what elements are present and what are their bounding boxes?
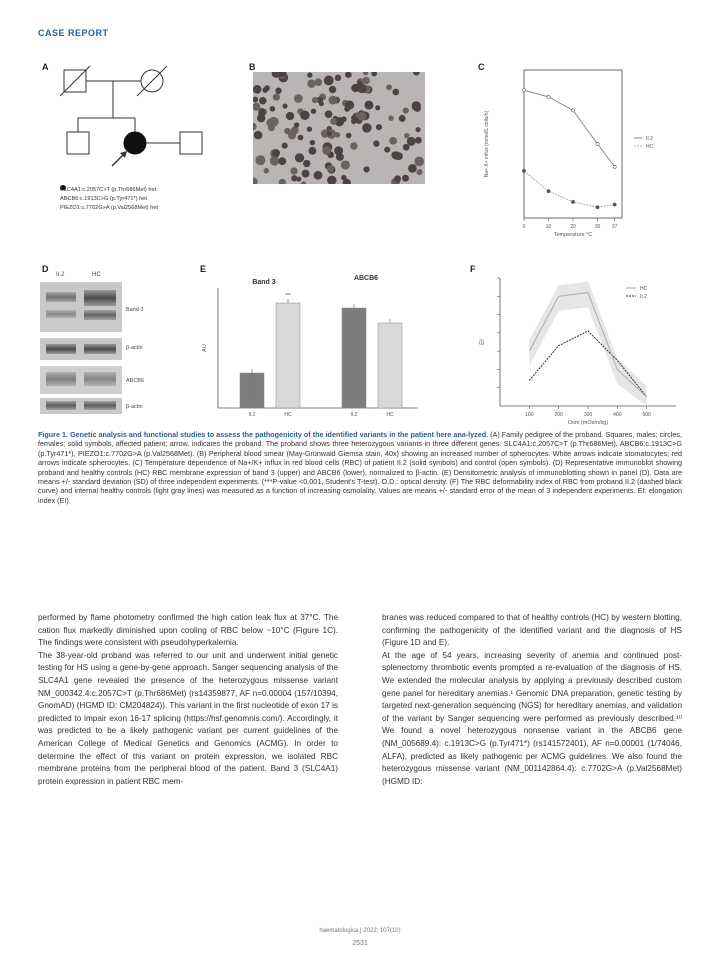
x-tick-label: 37: [611, 224, 618, 230]
category-label: II.2: [350, 412, 358, 418]
x-axis-label: Temperature °C: [553, 232, 593, 238]
blot-row-label: Band 3: [126, 307, 144, 313]
blot-row-label: ABCB6: [126, 378, 145, 384]
data-point: [547, 189, 550, 192]
rbc-cell: [300, 110, 310, 120]
body-paragraph: At the age of 54 years, increasing severity of anemia and continued post-splenectomy thrombotic events prompted a re-evaluation of the diagnosis of HS. We extended the molecular analysis by applying a previously described custom gene panel for hereditary anemias.¹ Genomic DNA preparation, genetic testing by targeted next-generation sequencing (NGS) for hereditary anemias, and validation of the variant by Sanger sequencing were performed as previously described.¹⁰ We found a novel heterozygous nonsense variant in the ABCB6 gene (NM_005689.4): c.1913C>G (p.Tyr471*) (rs141572401), AF n=0.00001 (1/74046, ALFA), predicted as likely pathogenic per ACMG guidelines. We also found the heterozygous missense variant (NM_001142864.4): c.7702G>A (p.Val2568Met) (HGMD ID:: [382, 650, 682, 786]
rbc-cell: [404, 133, 409, 138]
legend-entry-ii2: II.2: [640, 294, 647, 300]
group-title-abcb6: ABCB6: [353, 275, 379, 282]
rbc-cell: [388, 115, 393, 120]
rbc-cell: [314, 171, 323, 180]
rbc-cell: [302, 170, 310, 178]
blot-col-label: II.2: [56, 272, 65, 278]
panel-label-c: C: [478, 62, 485, 72]
rbc-cell: [386, 84, 392, 90]
blood-smear-image: [253, 72, 425, 184]
rbc-cell: [376, 124, 382, 130]
significance-label: ***: [285, 293, 291, 299]
rbc-cell: [392, 151, 400, 159]
rbc-cell: [266, 118, 275, 127]
rbc-cell: [264, 168, 269, 173]
bar-band3-hc: [276, 303, 300, 408]
panel-label-d: D: [42, 264, 49, 274]
body-paragraph: performed by flame photometry confirmed the high cation leak flux at 37°C. The cation flux markedly diminished upon cooling of RBC below ~10°C (Figure 1C). The findings were consistent with pseudohyperkalemia.: [38, 613, 338, 648]
rbc-cell: [336, 153, 344, 161]
rbc-cell: [254, 131, 263, 140]
rbc-cell: [311, 109, 316, 114]
blot-col-label: HC: [92, 272, 101, 278]
rbc-cell: [327, 131, 332, 136]
blot-band3-strip: [40, 282, 122, 332]
rbc-cell: [408, 164, 417, 173]
rbc-cell: [307, 80, 315, 88]
figure-caption: [38, 430, 682, 505]
x-tick-label: 30: [594, 224, 601, 230]
rbc-cell: [294, 122, 299, 127]
pedigree-proband: [124, 132, 146, 154]
x-tick-label: 100: [525, 412, 534, 418]
rbc-cell: [273, 93, 280, 100]
y-axis-label: EI: [480, 339, 486, 345]
data-point: [613, 165, 616, 168]
rbc-cell: [346, 133, 352, 139]
x-tick-label: 300: [583, 412, 593, 418]
variant-legend: [60, 186, 158, 213]
rbc-cell: [345, 101, 354, 110]
panel-label-a: A: [42, 62, 49, 72]
data-point: [571, 200, 574, 203]
data-point: [522, 169, 525, 172]
rbc-cell: [270, 106, 276, 112]
bar-abcb6-hc: [378, 323, 402, 408]
rbc-cell: [278, 157, 286, 165]
rbc-cell: [373, 140, 379, 146]
series-line-II.2: [524, 171, 615, 207]
western-blot-image: [40, 282, 122, 414]
rbc-cell: [375, 105, 380, 110]
bar-abcb6-ii2: [342, 308, 366, 408]
rbc-cell: [315, 78, 323, 86]
panel-label-f: F: [470, 264, 476, 274]
chart-temperature-influx: [476, 62, 686, 242]
rbc-cell: [364, 101, 373, 110]
rbc-cell: [335, 75, 341, 81]
rbc-cell: [403, 107, 409, 113]
rbc-cell: [290, 167, 297, 174]
rbc-cell: [327, 165, 334, 172]
rbc-cell: [412, 101, 421, 110]
rbc-cell: [394, 175, 401, 182]
rbc-cell: [341, 175, 346, 180]
pedigree-diagram: [40, 60, 240, 190]
rbc-cell: [294, 94, 303, 103]
variant-legend-item: PIEZO1:c.7702G>A (p.Val2568Met) het: [60, 205, 158, 211]
rbc-cell: [275, 88, 281, 94]
rbc-cell: [253, 85, 261, 94]
rbc-cell: [310, 140, 315, 145]
rbc-cell: [389, 137, 397, 145]
x-axis-label: Osm (mOsm/kg): [567, 420, 609, 426]
rbc-cell: [259, 97, 266, 104]
rbc-cell: [329, 86, 336, 93]
y-axis-label: AU: [202, 344, 208, 352]
body-paragraph: The 38-year-old proband was referred to our unit and underwent initial genetic testing for HS using a gene-by-gene approach. Sanger sequencing analysis of the SLC4A1 gene revealed the presence of the heterozygous missense variant NM_000342.4:c.2057C>T (p.Thr686Met) (rs14359877, AF n=0.00004 (157/10394, GnomAD) (HGMD ID: CM204824)). This variant in the first nucleotide of exon 17 is predicted to impair exon 16-17 splicing (https://hsf.genomnis.com/). Accordingly, it was predicted to be a likely pathogenic variant per current guidelines of the American College of Medical Genetics and Genomics (ACMG). In order to determine the effect of this variant on protein expression, we isolated RBC membrane proteins from the peripheral blood of the patient. Band 3 (SLC4A1) protein expression in patient RBC mem-: [38, 650, 338, 786]
rbc-cell: [322, 146, 331, 155]
rbc-cell: [416, 169, 422, 175]
rbc-cell: [329, 96, 338, 105]
rbc-cell: [402, 175, 409, 182]
rbc-cell: [399, 115, 406, 122]
rbc-cell: [255, 155, 265, 165]
rbc-cell: [325, 110, 333, 118]
rbc-cell: [307, 126, 312, 131]
blot-row-label: β-actin: [126, 404, 143, 410]
body-column-right: [382, 612, 682, 788]
legend-entry-ii2: II.2: [646, 136, 653, 142]
rbc-cell: [308, 147, 316, 155]
pedigree-brother: [67, 132, 89, 154]
rbc-cell: [384, 147, 390, 153]
category-label: II.2: [248, 412, 256, 418]
caption-title: Figure 1. Genetic analysis and functional studies to assess the pathogenicity of the identified variants in the patient here ana-lyzed.: [38, 430, 489, 439]
rbc-cell: [350, 142, 357, 149]
category-label: HC: [284, 412, 292, 418]
data-point: [547, 95, 550, 98]
variant-legend-item: SLC4A1:c.2057C>T (p.Thr686Met) het: [60, 187, 157, 193]
chart-densitometry: [196, 268, 426, 428]
rbc-cell: [282, 143, 288, 149]
data-point: [596, 206, 599, 209]
rbc-cell: [392, 89, 399, 96]
x-tick-label: 200: [554, 412, 563, 418]
blot-row-label: β-actin: [126, 345, 143, 351]
rbc-cell: [307, 72, 312, 77]
data-point: [571, 109, 574, 112]
chart-ektacytometry: [476, 270, 686, 430]
legend-entry-hc: HC: [640, 286, 648, 292]
panel-label-b: B: [249, 62, 256, 72]
page-number: 2531: [352, 940, 368, 947]
rbc-cell: [330, 118, 337, 125]
pedigree-spouse: [180, 132, 202, 154]
y-axis-label: Na+ K+ influx (mmol/L cells/h): [484, 110, 490, 178]
rbc-cell: [272, 149, 280, 157]
rbc-cell: [298, 135, 304, 141]
rbc-cell: [291, 175, 297, 181]
rbc-cell: [288, 131, 296, 139]
x-tick-label: 500: [642, 412, 651, 418]
data-point: [522, 89, 525, 92]
rbc-cell: [312, 97, 318, 103]
rbc-cell: [262, 87, 267, 92]
data-point: [596, 142, 599, 145]
rbc-cell: [414, 157, 424, 167]
journal-footer: haematologica | 2022; 107(10): [319, 928, 401, 934]
rbc-cell: [403, 144, 410, 151]
rbc-cell: [303, 160, 310, 167]
rbc-cell: [357, 112, 366, 121]
rbc-cell: [357, 84, 367, 94]
data-point: [613, 203, 616, 206]
group-title-band3: Band 3: [252, 279, 276, 286]
rbc-cell: [282, 103, 287, 108]
x-tick-label: 400: [613, 412, 622, 418]
caption-text: (A) Family pedigree of the proband. Squares, males; circles, females; solid symbols, affected patient; arrow, indicates the proband. The proband shows three heterozygous variants in three different genes: SLC4A1:c.2057C>T (p.Thr686Met), ABCB6:c.1913C>G (p.Tyr471*), PIEZO1:c.7702G>A (p.Val2568Met). (B) Peripheral blood smear (May-Grünwald Giemsa stain, 40x) showing an increased number of spherocytes. White arrows indicate stomatocytes; red arrows indicate spherocytes. (C) Temperature dependence of Na+/K+ influx in red blood cells (RBC) of patient II.2 (solid symbols) and control (open symbols). (D) Representative immunoblot showing proband and healthy controls (HC) RBC membrane expression of band 3 (upper) and ABCB6 (lower), normalized to β-actin. (E) Densitometric analysis of immunoblotting shown in panel (D). Data are means +/- standard deviation (SD) of three independent experiments. (***P-value <0.001, Student's T-test). O.D.: optical density. (F) The RBC deformability index of RBC from proband II.2 (dashed black curve) and internal healthy controls (light gray lines) was measured as a function of increasing osmolality. Values are means +/- standard error of the mean of 3 independent experiments. EI: elongation index (EI).: [38, 430, 683, 505]
x-tick-label: 10: [545, 224, 552, 230]
panel-label-e: E: [200, 264, 207, 274]
rbc-cell: [286, 112, 294, 120]
plot-frame: [524, 70, 622, 218]
series-line-HC: [524, 90, 615, 167]
rbc-cell: [324, 76, 334, 86]
category-label: HC: [386, 412, 394, 418]
rbc-cell: [415, 137, 422, 144]
variant-legend-item: ABCB6:c.1913C>G (p.Tyr471*) het: [60, 196, 147, 202]
hc-range-band: [529, 282, 646, 406]
body-paragraph: branes was reduced compared to that of healthy controls (HC) by western blotting, confirming the pathogenicity of the identified variant and the diagnosis of HS (Figure 1D and E).: [382, 613, 682, 648]
rbc-cell: [364, 166, 370, 172]
section-tag: CASE REPORT: [38, 28, 109, 38]
legend-entry-hc: HC: [646, 144, 654, 150]
body-column-left: [38, 612, 338, 788]
rbc-cell: [295, 153, 304, 162]
x-tick-label: 0: [522, 224, 526, 230]
x-tick-label: 20: [570, 224, 576, 230]
rbc-cell: [415, 127, 420, 132]
rbc-cell: [341, 160, 350, 169]
bar-band3-ii2: [240, 373, 264, 408]
rbc-cell: [362, 123, 372, 133]
